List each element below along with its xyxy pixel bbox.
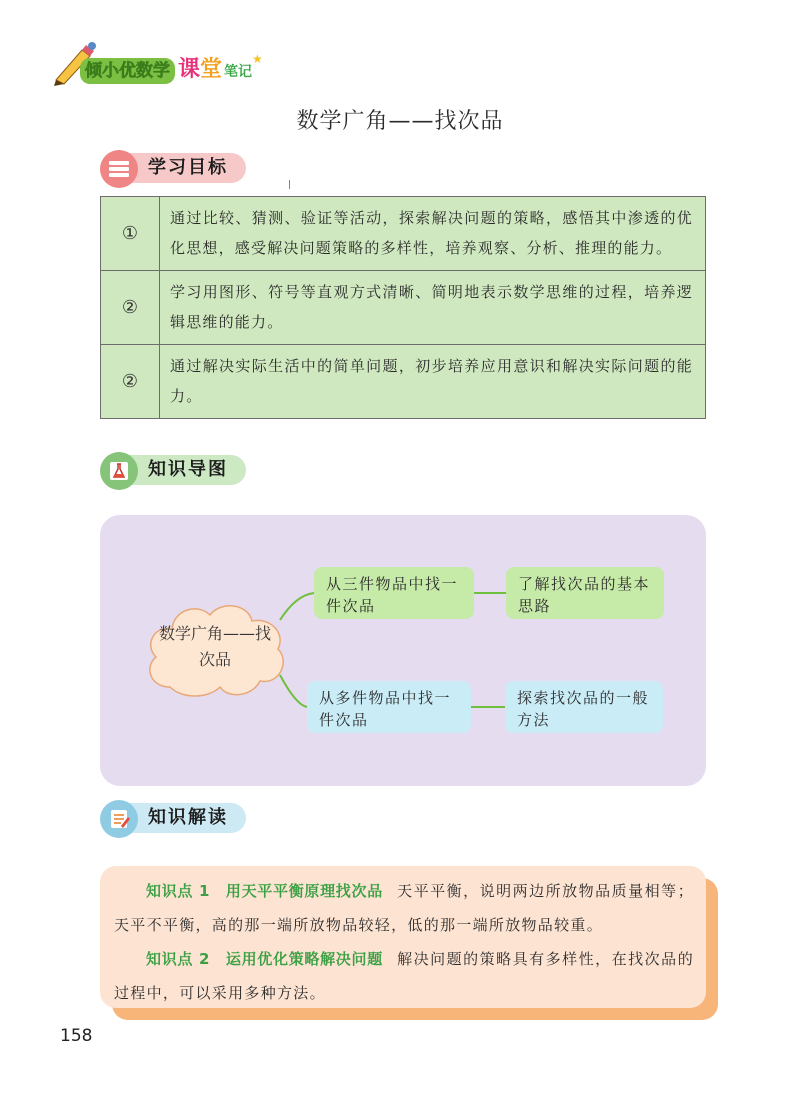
list-icon <box>100 150 138 188</box>
knowledge-text: 解决问题的策略具有多样性，在找次品的过程中，可以采用多种方法。 <box>114 950 694 1002</box>
brand-biji: 笔记 <box>224 64 253 80</box>
flask-icon <box>100 452 138 490</box>
goal-text: 学习用图形、符号等直观方式清晰、简明地表示数学思维的过程，培养逻辑思维的能力。 <box>160 271 706 345</box>
center-topic-line1: 数学广角——找 <box>158 624 271 643</box>
table-row <box>101 345 706 419</box>
branch-node: 从三件物品中找一件次品 <box>314 567 474 619</box>
brand-ke: 课 <box>178 57 201 82</box>
knowledge-point <box>114 874 694 942</box>
goal-number: ① <box>101 197 160 271</box>
knowledge-box <box>100 866 706 1008</box>
center-topic <box>140 595 290 705</box>
page-number: 158 <box>60 1026 93 1046</box>
knowledge-text: 天平平衡，说明两边所放物品质量相等；天平不平衡，高的那一端所放物品较轻，低的那一端所放物品较重。 <box>114 882 694 934</box>
brand-name: 倾小优数学 <box>80 58 175 84</box>
goal-number: ② <box>101 345 160 419</box>
notebook-icon <box>100 800 138 838</box>
section-title-goals: 学习目标 <box>116 153 246 183</box>
table-row <box>101 271 706 345</box>
section-title-map: 知识导图 <box>116 455 246 485</box>
goal-text: 通过比较、猜测、验证等活动，探索解决问题的策略，感悟其中渗透的优化思想，感受解决问题策略的多样性，培养观察、分析、推理的能力。 <box>160 197 706 271</box>
knowledge-label: 知识点 2 运用优化策略解决问题 <box>146 950 383 968</box>
cursor-mark <box>289 180 290 189</box>
star-icon: ★ <box>252 52 263 66</box>
mind-map <box>100 515 706 786</box>
goals-table <box>100 196 706 419</box>
goal-text: 通过解决实际生活中的简单问题，初步培养应用意识和解决实际问题的能力。 <box>160 345 706 419</box>
result-node: 探索找次品的一般方法 <box>505 681 663 733</box>
knowledge-label: 知识点 1 用天平平衡原理找次品 <box>146 882 383 900</box>
center-topic-line2: 次品 <box>198 650 231 669</box>
goal-number: ② <box>101 271 160 345</box>
table-row <box>101 197 706 271</box>
knowledge-point <box>114 942 694 1010</box>
branch-node: 从多件物品中找一件次品 <box>307 681 471 733</box>
page-title: 数学广角——找次品 <box>296 109 504 134</box>
brand-logo <box>52 40 302 92</box>
brand-tang: 堂 <box>200 57 223 82</box>
result-node: 了解找次品的基本思路 <box>506 567 664 619</box>
section-title-reading: 知识解读 <box>116 803 246 833</box>
